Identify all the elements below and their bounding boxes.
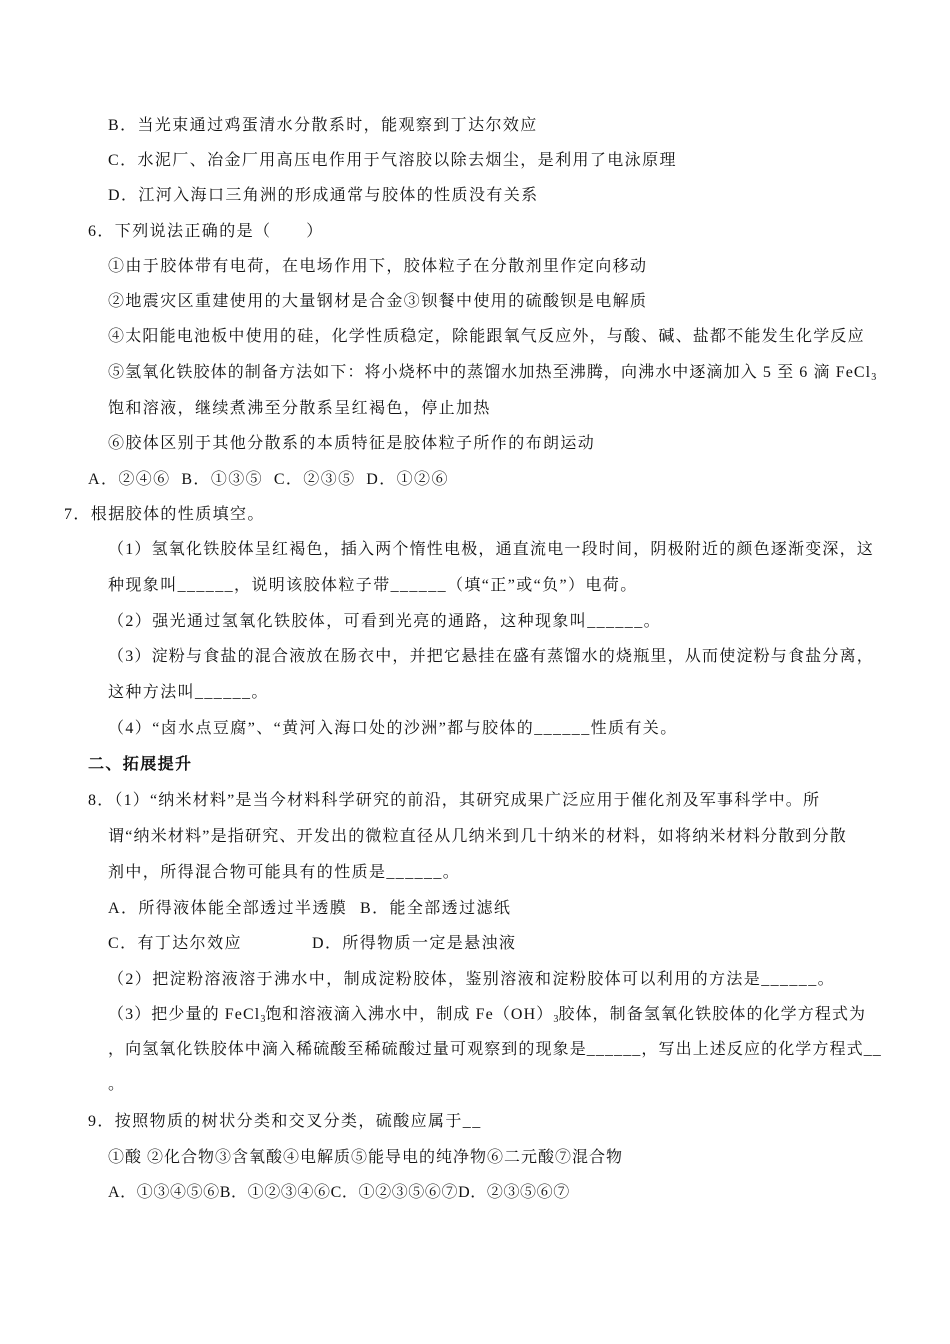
- q8-part-1-cont2: 剂中，所得混合物可能具有的性质是______。: [108, 864, 461, 881]
- q8-part-3-cont: ，向氢氧化铁胶体中滴入稀硫酸至稀硫酸过量可观察到的现象是______，写出上述反应的化学方程式__: [108, 1041, 882, 1058]
- q8-option-d: D．所得物质一定是悬浊液: [312, 935, 517, 952]
- q6-statement-1: ①由于胶体带有电荷，在电场作用下，胶体粒子在分散剂里作定向移动: [108, 258, 648, 275]
- q7-part-2: （2）强光通过氢氧化铁胶体，可看到光亮的通路，这种现象叫______。: [108, 613, 662, 630]
- q6-statement-2-3: ②地震灾区重建使用的大量钢材是合金③钡餐中使用的硫酸钡是电解质: [108, 293, 648, 310]
- q8-part-3: [108, 1004, 866, 1031]
- q8-part-3-end: 。: [108, 1076, 126, 1093]
- q9-items: ①酸 ②化合物③含氧酸④电解质⑤能导电的纯净物⑥二元酸⑦混合物: [108, 1149, 624, 1166]
- q9-stem: 9．按照物质的树状分类和交叉分类，硫酸应属于__: [88, 1113, 482, 1130]
- q8-option-a: A．所得液体能全部透过半透膜: [108, 900, 348, 917]
- q7-part-4: （4）“卤水点豆腐”、“黄河入海口处的沙洲”都与胶体的______性质有关。: [108, 720, 678, 737]
- q8-part-1-cont: 谓“纳米材料”是指研究、开发出的微粒直径从几纳米到几十纳米的材料，如将纳米材料分散到分散: [108, 828, 848, 845]
- q6-statement-5: [108, 362, 876, 389]
- subscript: 3: [553, 1014, 559, 1025]
- q5-option-d: D．江河入海口三角洲的形成通常与胶体的性质没有关系: [108, 187, 539, 204]
- q8-part-1: 8．（1）“纳米材料”是当今材料科学研究的前沿，其研究成果广泛应用于催化剂及军事科学中。所: [88, 792, 821, 809]
- q8-part-3-text-b: 饱和溶液滴入沸水中，制成 Fe（OH）: [265, 1006, 554, 1023]
- q7-part-3-cont: 这种方法叫______。: [108, 684, 269, 701]
- q5-option-b: B．当光束通过鸡蛋清水分散系时，能观察到丁达尔效应: [108, 117, 538, 134]
- q6-statement-4: ④太阳能电池板中使用的硅，化学性质稳定，除能跟氧气反应外，与酸、碱、盐都不能发生化学反应: [108, 328, 865, 345]
- q8-part-3-text-c: 胶体，制备氢氧化铁胶体的化学方程式为: [558, 1006, 867, 1023]
- subscript: 3: [871, 372, 877, 383]
- q8-part-3-text-a: （3）把少量的 FeCl: [108, 1006, 261, 1023]
- section-heading: 二、拓展提升: [88, 756, 193, 773]
- q7-part-1-cont: 种现象叫______，说明该胶体粒子带______（填“正”或“负”）电荷。: [108, 577, 638, 594]
- q6-statement-5-cont: 饱和溶液，继续煮沸至分散系呈红褐色，停止加热: [108, 400, 491, 417]
- q6-statement-6: ⑥胶体区别于其他分散系的本质特征是胶体粒子所作的布朗运动: [108, 435, 596, 452]
- q6-options: A．②④⑥ B．①③⑤ C．②③⑤ D．①②⑥: [88, 471, 449, 488]
- q6-statement-5-text: ⑤氢氧化铁胶体的制备方法如下：将小烧杯中的蒸馏水加热至沸腾，向沸水中逐滴加入 5 至 6 滴 FeCl: [108, 364, 872, 381]
- q9-options: A．①③④⑤⑥B．①②③④⑥C．①②③⑤⑥⑦D．②③⑤⑥⑦: [108, 1184, 570, 1201]
- q7-part-3: （3）淀粉与食盐的混合液放在肠衣中，并把它悬挂在盛有蒸馏水的烧瓶里，从而使淀粉与食盐分离，: [108, 648, 875, 665]
- q8-part-2: （2）把淀粉溶液溶于沸水中，制成淀粉胶体，鉴别溶液和淀粉胶体可以利用的方法是______。: [108, 971, 836, 988]
- q6-stem: 6．下列说法正确的是（ ）: [88, 223, 324, 240]
- q7-part-1: （1）氢氧化铁胶体呈红褐色，插入两个惰性电极，通直流电一段时间，阴极附近的颜色逐渐变深，这: [108, 541, 875, 558]
- q8-option-c: C．有丁达尔效应: [108, 935, 242, 952]
- subscript: 3: [260, 1014, 266, 1025]
- q5-option-c: C．水泥厂、冶金厂用高压电作用于气溶胶以除去烟尘，是利用了电泳原理: [108, 152, 677, 169]
- q7-stem: 7．根据胶体的性质填空。: [64, 506, 265, 523]
- q8-option-b: B．能全部透过滤纸: [360, 900, 512, 917]
